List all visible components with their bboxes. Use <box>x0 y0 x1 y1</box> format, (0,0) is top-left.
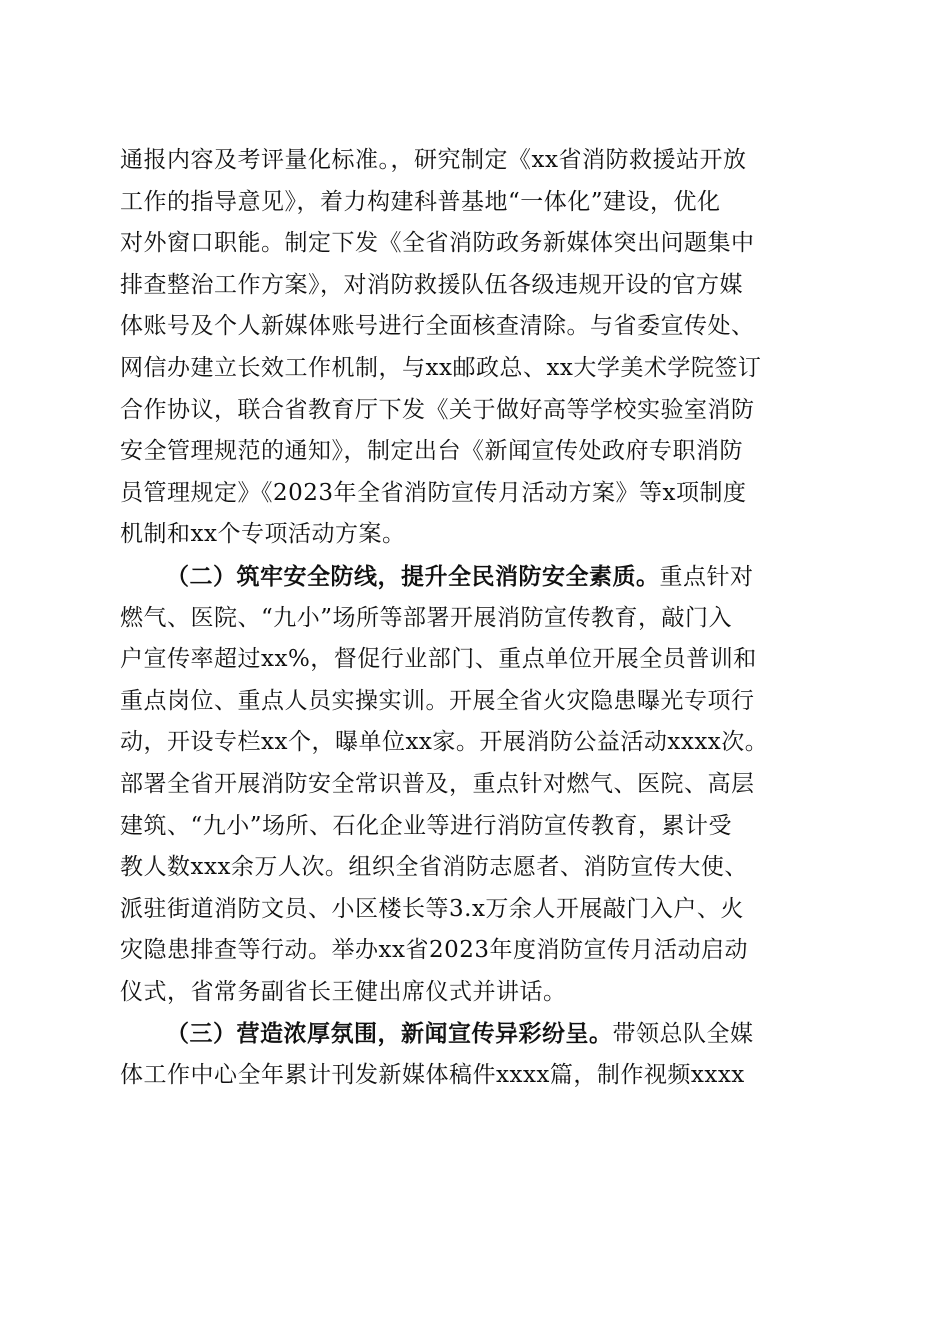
section-3-first-line-rest: 带领总队全媒 <box>612 1021 754 1048</box>
body-line: 网信办建立长效工作机制，与xx邮政总、xx大学美术学院签订 <box>120 354 762 381</box>
body-line: 机制和xx个专项活动方案。 <box>120 521 406 548</box>
section-3-heading: （三）营造浓厚氛围，新闻宣传异彩纷呈。 <box>166 1020 613 1048</box>
section-2-first-line <box>120 556 832 598</box>
body-line: 排查整治工作方案》，对消防救援队伍各级违规开设的官方媒 <box>120 271 743 298</box>
body-line: 重点岗位、重点人员实操实训。开展全省火灾隐患曝光专项行 <box>120 687 755 714</box>
body-line: 户宣传率超过xx%，督促行业部门、重点单位开展全员普训和 <box>120 646 757 673</box>
body-line: 动，开设专栏xx个，曝单位xx家。开展消防公益活动xxxx次。 <box>120 729 769 756</box>
section-2-first-line-rest: 重点针对 <box>659 563 754 590</box>
body-line: 体账号及个人新媒体账号进行全面核查清除。与省委宣传处、 <box>120 313 755 340</box>
section-2-heading: （二）筑牢安全防线，提升全民消防安全素质。 <box>166 562 660 590</box>
document-page <box>120 140 832 1097</box>
body-line: 仪式，省常务副省长王健出席仪式并讲话。 <box>120 978 567 1005</box>
body-line: 教人数xxx余万人次。组织全省消防志愿者、消防宣传大使、 <box>120 854 748 881</box>
body-line: 燃气、医院、“九小”场所等部署开展消防宣传教育，敲门入 <box>120 604 733 631</box>
body-line: 安全管理规范的通知》，制定出台《新闻宣传处政府专职消防 <box>120 438 743 465</box>
body-line: 派驻街道消防文员、小区楼长等3.x万余人开展敲门入户、火 <box>120 895 744 922</box>
body-line: 对外窗口职能。制定下发《全省消防政务新媒体突出问题集中 <box>120 230 755 257</box>
body-line: 灾隐患排查等行动。举办xx省2023年度消防宣传月活动启动 <box>120 937 748 964</box>
body-line: 工作的指导意见》，着力构建科普基地“一体化”建设，优化 <box>120 188 721 215</box>
body-line: 部署全省开展消防安全常识普及，重点针对燃气、医院、高层 <box>120 770 755 797</box>
body-line: 建筑、“九小”场所、石化企业等进行消防宣传教育，累计受 <box>120 812 733 839</box>
body-line: 通报内容及考评量化标准。，研究制定《xx省消防救援站开放 <box>120 147 747 173</box>
body-line: 合作协议，联合省教育厅下发《关于做好高等学校实验室消防 <box>120 396 755 423</box>
section-3-first-line <box>120 1013 832 1055</box>
body-line: 体工作中心全年累计刊发新媒体稿件xxxx篇，制作视频xxxx <box>120 1062 745 1089</box>
body-line: 员管理规定》《2023年全省消防宣传月活动方案》等x项制度 <box>120 479 747 506</box>
